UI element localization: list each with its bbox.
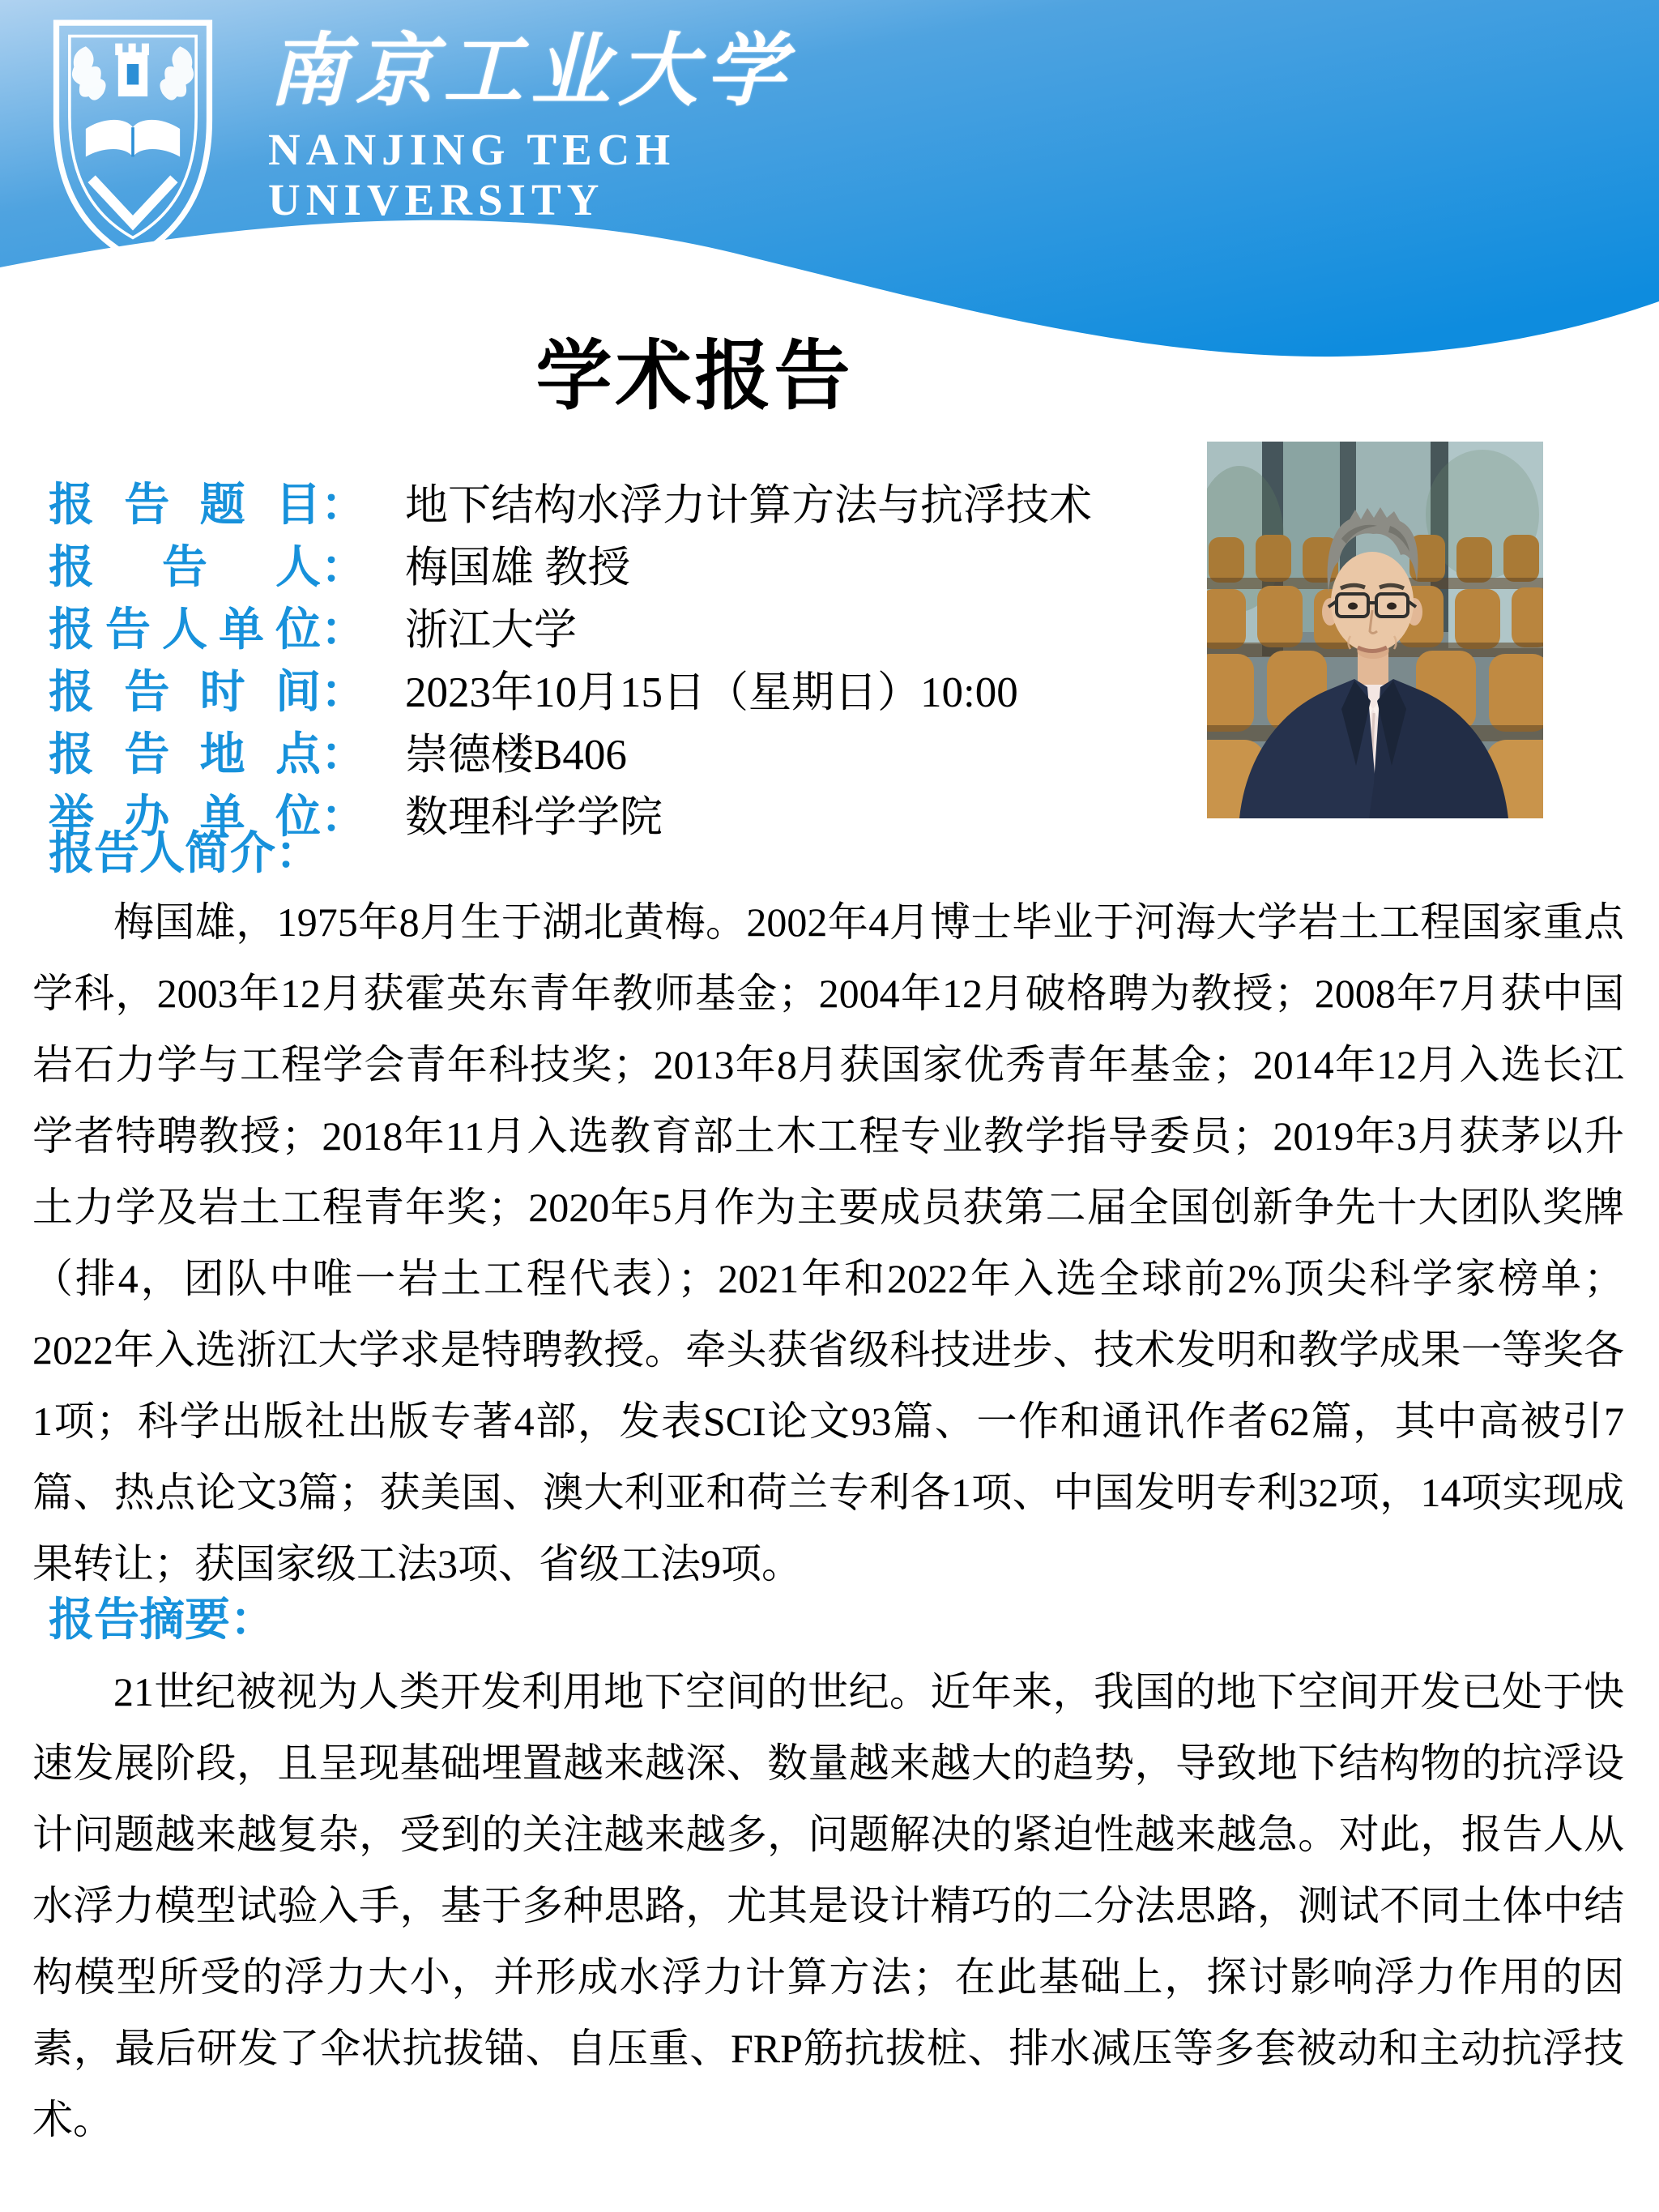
info-label: 报告人单位： — [49, 605, 366, 655]
info-label: 举办单位： — [49, 792, 366, 843]
bio-paragraph: 梅国雄，1975年8月生于湖北黄梅。2002年4月博士毕业于河海大学岩土工程国家重点学科，2003年12月获霍英东青年教师基金；2004年12月破格聘为教授；2008年7月获中国岩石力学与工程学会青年科技奖；2013年8月获国家优秀青年基金；2014年12月入选长江学者特聘教授；2018年11月入选教育部土木工程专业教学指导委员；2019年3月获茅以升土力学及岩土工程青年奖；2020年5月作为主要成员获第二届全国创新争先十大团队奖牌（排4，团队中唯一岩土工程代表）；2021年和2022年入选全球前2%顶尖科学家榜单；2022年入选浙江大学求是特聘教授。牵头获省级科技进步、技术发明和教学成果一等奖各1项；科学出版社出版专著4部，发表SCI论文93篇、一作和通讯作者62篇，其中高被引7篇、热点论文3篇；获美国、澳大利亚和荷兰专利各1项、中国发明专利32项，14项实现成果转让；获国家级工法3项、省级工法9项。 — [32, 899, 1624, 1586]
report-info-table — [49, 475, 1207, 849]
info-row-location — [49, 724, 1207, 787]
info-label: 报告时间： — [49, 668, 366, 718]
abstract-section-heading: 报告摘要： — [49, 1595, 275, 1646]
info-value: 地下结构水浮力计算方法与抗浮技术 — [405, 482, 1092, 529]
logo-book — [86, 120, 180, 157]
info-row-time — [49, 662, 1207, 724]
info-value: 崇德楼B406 — [405, 732, 627, 779]
info-label: 报告人： — [49, 543, 366, 593]
university-brand — [45, 13, 793, 268]
info-label: 报告题目： — [49, 480, 366, 531]
speaker-photo — [1207, 442, 1543, 818]
page-title: 学术报告 — [535, 335, 854, 419]
university-logo-shield-icon — [45, 13, 221, 268]
university-name-en-line1: NANJING TECH — [268, 125, 676, 174]
university-name-en-line2: UNIVERSITY — [268, 175, 605, 224]
info-row-speaker — [49, 537, 1207, 600]
university-name-zh: 南京工业大学 — [268, 28, 794, 116]
info-label: 报告地点： — [49, 730, 366, 780]
info-value: 浙江大学 — [405, 607, 577, 654]
info-value: 数理科学学院 — [405, 794, 663, 841]
bio-section-heading: 报告人简介： — [49, 829, 321, 879]
info-value: 梅国雄 教授 — [405, 544, 631, 591]
logo-tower — [115, 44, 149, 96]
info-value: 2023年10月15日（星期日）10:00 — [405, 669, 1018, 716]
abstract-paragraph: 21世纪被视为人类开发利用地下空间的世纪。近年来，我国的地下空间开发已处于快速发展阶段，且呈现基础埋置越来越深、数量越来越大的趋势，导致地下结构物的抗浮设计问题越来越复杂，受到的关注越来越多，问题解决的紧迫性越来越急。对此，报告人从水浮力模型试验入手，基于多种思路，尤其是设计精巧的二分法思路，测试不同土体中结构模型所受的浮力大小，并形成水浮力计算方法；在此基础上，探讨影响浮力作用的因素，最后研发了伞状抗拔锚、自压重、FRP筋抗拔桩、排水减压等多套被动和主动抗浮技术。 — [32, 1669, 1624, 2142]
info-row-topic — [49, 475, 1207, 537]
info-row-affiliation — [49, 600, 1207, 662]
